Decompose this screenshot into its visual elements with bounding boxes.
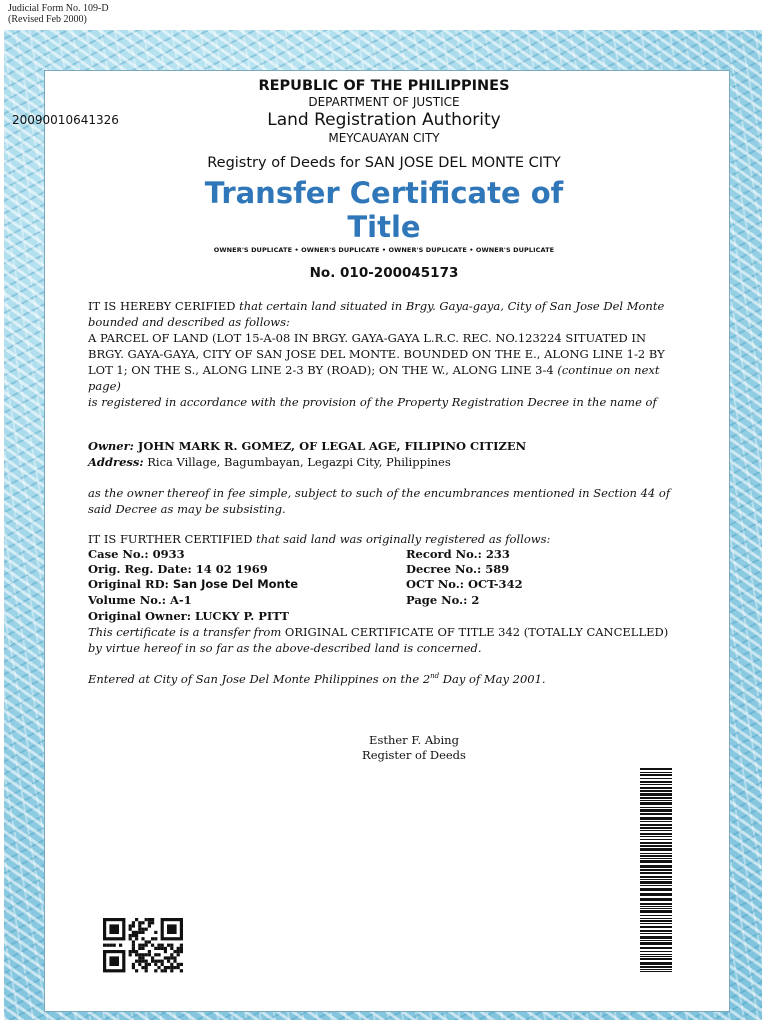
transfer-text-c: by virtue hereof in so far as the above-described land is concerned.: [88, 641, 482, 655]
owner-value: JOHN MARK R. GOMEZ, OF LEGAL AGE, FILIPINO CITIZEN: [137, 439, 527, 453]
form-number: Judicial Form No. 109-D: [8, 3, 109, 14]
document-id: 20090010641326: [12, 113, 119, 127]
fee-simple-text: as the owner thereof in fee simple, subject to such of the encumbrances mentioned in Section 44 of said Decree as may be subsisting.: [88, 486, 671, 516]
certify-rest: that certain land situated in Brgy. Gaya-gaya, City of San Jose Del Monte bounded and described as follows:: [88, 299, 665, 329]
signatory-title: Register of Deeds: [362, 748, 466, 762]
form-revision: (Revised Feb 2000): [8, 14, 87, 25]
owners-duplicate-strip: OWNER'S DUPLICATE • OWNER'S DUPLICATE • OWNER'S DUPLICATE • OWNER'S DUPLICATE: [213, 246, 555, 254]
certification-paragraph: [88, 298, 684, 410]
owner-line: [88, 438, 684, 470]
republic-heading: REPUBLIC OF THE PHILIPPINES: [258, 78, 510, 94]
qr-code-icon: [103, 918, 183, 973]
address-label: Address:: [88, 455, 144, 469]
record-number: Record No.: 233: [406, 547, 510, 561]
certificate-title-line2: Title: [347, 210, 421, 244]
city-heading: MEYCAUAYAN CITY: [328, 131, 440, 145]
oct-number: OCT No.: OCT-342: [406, 577, 523, 591]
title-number: No. 010-200045173: [309, 265, 459, 281]
registration-row-4: [88, 593, 688, 608]
authority-heading: Land Registration Authority: [267, 110, 501, 130]
case-number: Case No.: 0933: [88, 547, 185, 561]
certify-lead: IT IS HEREBY CERIFIED: [88, 299, 236, 313]
address-value: Rica Village, Bagumbayan, Legazpi City, Philippines: [147, 455, 451, 469]
registration-row-3: [88, 577, 688, 592]
certificate-title-line1: Transfer Certificate of: [204, 176, 564, 210]
entered-ordinal: nd: [430, 672, 440, 680]
signatory-name: Esther F. Abing: [369, 733, 459, 747]
owner-label: Owner:: [88, 439, 134, 453]
department-heading: DEPARTMENT OF JUSTICE: [308, 95, 460, 109]
original-registration-date: Orig. Reg. Date: 14 02 1969: [88, 562, 268, 576]
transfer-text-b: ORIGINAL CERTIFICATE OF TITLE 342 (TOTALLY CANCELLED): [284, 625, 669, 639]
parcel-description: A PARCEL OF LAND (LOT 15-A-08 IN BRGY. GAYA-GAYA L.R.C. REC. NO.123224 SITUATED IN BRGY. GAYA-GAYA, CITY OF SAN JOSE DEL MONTE. BOUNDED ON THE E., ALONG LINE 1-2 BY LOT 1; ON THE S., ALONG LINE 2-3 BY (ROAD); ON THE W., ALONG LINE 3-4: [88, 331, 665, 377]
volume-number: Volume No.: A-1: [88, 593, 192, 607]
registration-row-1: [88, 547, 688, 562]
entered-line: [88, 668, 684, 687]
further-rest: that said land was originally registered as follows:: [256, 532, 551, 546]
registered-statement: is registered in accordance with the provision of the Property Registration Decree in the name of: [88, 395, 657, 409]
page-number: Page No.: 2: [406, 593, 480, 607]
original-rd-label: Original RD:: [88, 577, 169, 591]
fee-simple-paragraph: [88, 485, 684, 517]
certificate-title: [0, 176, 768, 244]
original-owner: Original Owner: LUCKY P. PITT: [88, 609, 289, 623]
registration-row-2: [88, 562, 688, 577]
entered-text-b: Day of May 2001.: [439, 671, 546, 686]
entered-text-a: Entered at City of San Jose Del Monte Philippines on the 2: [88, 671, 431, 686]
original-rd-value: San Jose Del Monte: [172, 577, 299, 591]
original-rd: [88, 577, 298, 591]
decree-number: Decree No.: 589: [406, 562, 510, 576]
registry-heading: Registry of Deeds for SAN JOSE DEL MONTE CITY: [207, 155, 561, 171]
further-lead: IT IS FURTHER CERTIFIED: [88, 532, 253, 546]
parcel-continue: (continue on next page): [88, 363, 660, 393]
transfer-text-a: This certificate is a transfer from: [88, 625, 282, 639]
further-certified-line: [88, 531, 684, 547]
barcode-icon: [640, 768, 672, 973]
form-number-note: [8, 3, 109, 25]
transfer-paragraph: [88, 624, 684, 656]
registration-row-5: [88, 609, 688, 624]
